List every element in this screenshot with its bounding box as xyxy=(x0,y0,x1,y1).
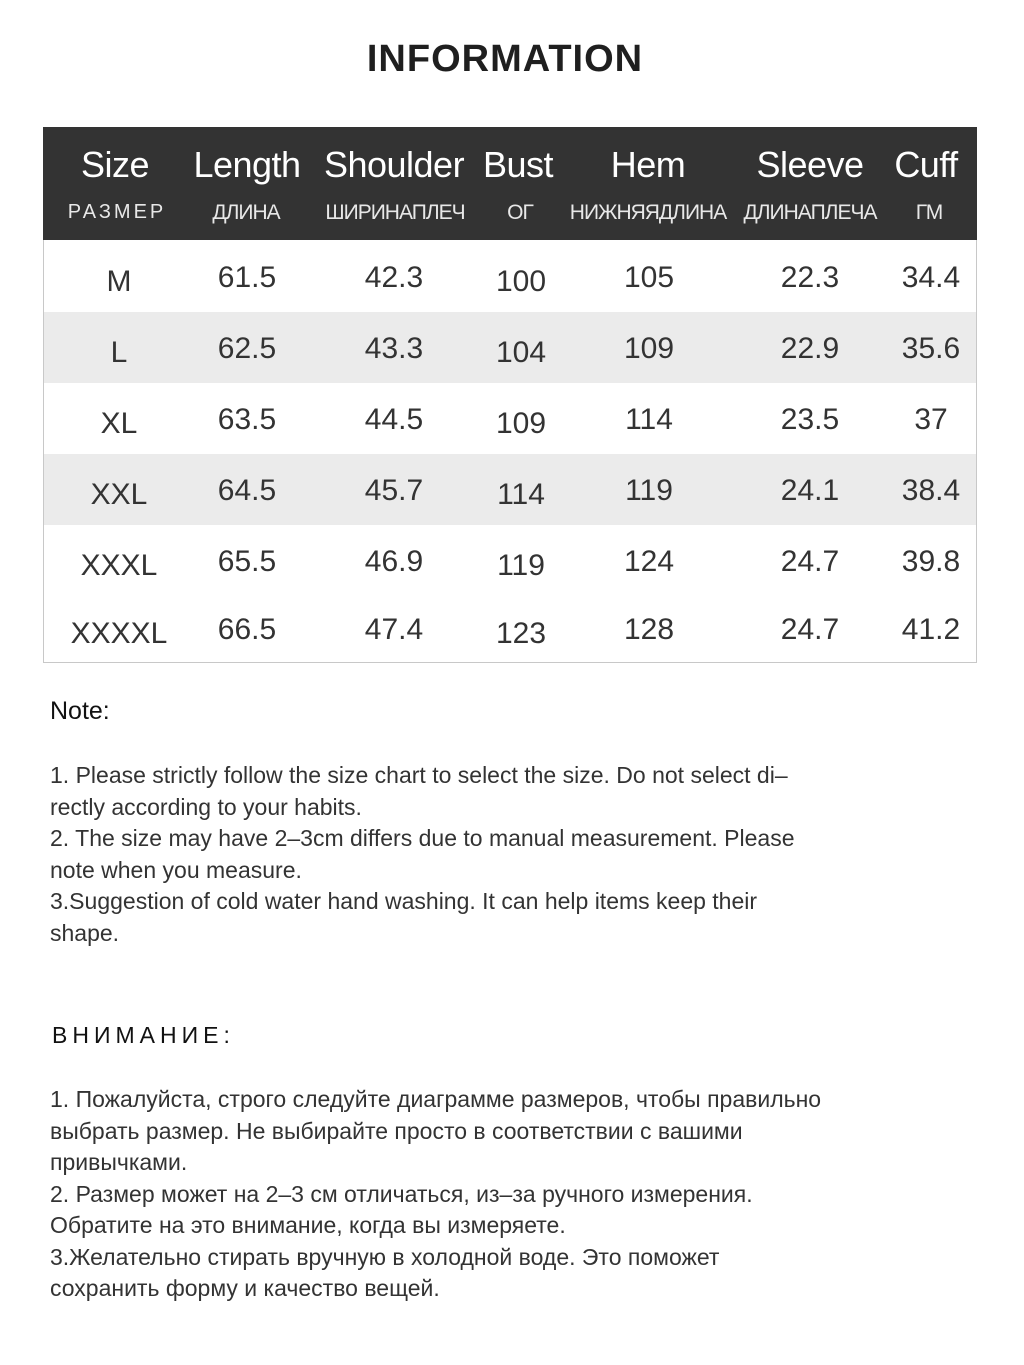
cell-length: 65.5 xyxy=(217,545,277,578)
cell-bust: 109 xyxy=(495,407,547,440)
header-bust-ru: ОГ xyxy=(507,201,533,224)
cell-cuff: 35.6 xyxy=(901,332,961,365)
cell-size: L xyxy=(110,336,128,369)
cell-hem: 128 xyxy=(623,613,675,646)
table-row xyxy=(44,525,976,596)
note-line: shape. xyxy=(50,919,120,946)
ru-note-text xyxy=(50,1084,970,1305)
cell-bust: 104 xyxy=(495,336,547,369)
cell-bust: 119 xyxy=(497,549,545,582)
header-shoulder: Shoulder xyxy=(323,144,465,185)
header-hem: Hem xyxy=(610,144,686,185)
ru-note-line: 1. Пожалуйста, строго следуйте диаграмме размеров, чтобы правильно xyxy=(50,1086,822,1112)
header-length-ru: ДЛИНА xyxy=(212,201,280,224)
note-text xyxy=(50,760,950,949)
table-row xyxy=(44,593,976,664)
cell-cuff: 37 xyxy=(914,403,948,436)
header-sleeve: Sleeve xyxy=(756,144,864,185)
cell-shoulder: 46.9 xyxy=(364,545,424,578)
ru-note-line: сохранить форму и качество вещей. xyxy=(50,1275,440,1301)
header-bust: Bust xyxy=(482,144,554,185)
note-heading: Note: xyxy=(50,697,110,725)
cell-cuff: 39.8 xyxy=(901,545,961,578)
header-sleeve-ru: ДЛИНАПЛЕЧА xyxy=(743,201,877,224)
cell-size: XXXL xyxy=(80,549,158,582)
table-row xyxy=(44,312,976,383)
cell-sleeve: 24.1 xyxy=(780,474,840,507)
ru-note-line: Обратите на это внимание, когда вы измеряете. xyxy=(50,1212,566,1238)
cell-hem: 109 xyxy=(623,332,675,365)
cell-bust: 114 xyxy=(497,478,545,511)
cell-length: 62.5 xyxy=(217,332,277,365)
header-shoulder-ru: ШИРИНАПЛЕЧ xyxy=(325,201,465,224)
cell-shoulder: 44.5 xyxy=(364,403,424,436)
page-title: INFORMATION xyxy=(366,38,644,80)
size-chart-table xyxy=(43,127,977,663)
header-hem-ru: НИЖНЯЯДЛИНА xyxy=(569,201,727,224)
cell-shoulder: 45.7 xyxy=(364,474,424,507)
cell-size: XXXXL xyxy=(70,617,168,650)
note-line: 2. The size may have 2–3cm differs due to manual measurement. Please xyxy=(50,825,795,851)
ru-note-line: 3.Желательно стирать вручную в холодной воде. Это поможет xyxy=(50,1243,720,1270)
table-row xyxy=(44,383,976,454)
cell-shoulder: 43.3 xyxy=(364,332,424,365)
cell-size: XL xyxy=(100,407,138,440)
ru-note-line: привычками. xyxy=(50,1149,188,1175)
cell-sleeve: 24.7 xyxy=(780,545,840,578)
ru-note-heading: ВНИМАНИЕ: xyxy=(52,1022,235,1048)
cell-length: 64.5 xyxy=(217,474,277,507)
cell-cuff: 34.4 xyxy=(901,261,961,294)
cell-sleeve: 24.7 xyxy=(780,613,840,646)
cell-bust: 100 xyxy=(495,265,547,298)
cell-sleeve: 22.9 xyxy=(780,332,840,365)
table-row xyxy=(44,454,976,525)
cell-bust: 123 xyxy=(495,617,547,650)
cell-length: 61.5 xyxy=(217,261,277,294)
table-header xyxy=(43,127,977,240)
cell-size: XXL xyxy=(90,478,148,511)
note-line: 1. Please strictly follow the size chart to select the size. Do not select di– xyxy=(50,762,788,788)
cell-hem: 124 xyxy=(623,545,675,578)
cell-sleeve: 22.3 xyxy=(780,261,840,294)
note-line: rectly according to your habits. xyxy=(50,793,362,820)
cell-cuff: 38.4 xyxy=(901,474,961,507)
cell-size: M xyxy=(106,265,132,298)
note-line: note when you measure. xyxy=(50,856,302,883)
header-cuff: Cuff xyxy=(894,144,958,185)
cell-cuff: 41.2 xyxy=(901,613,961,646)
cell-length: 63.5 xyxy=(217,403,277,436)
ru-note-line: 2. Размер может на 2–3 см отличаться, из–за ручного измерения. xyxy=(50,1180,753,1207)
header-cuff-ru: ГМ xyxy=(915,201,943,224)
table-row xyxy=(44,241,976,312)
cell-length: 66.5 xyxy=(217,613,277,646)
header-length: Length xyxy=(193,144,301,185)
header-size-ru: РАЗМЕР xyxy=(67,201,167,223)
note-line: 3.Suggestion of cold water hand washing. It can help items keep their xyxy=(50,888,758,914)
header-size: Size xyxy=(80,144,150,185)
cell-shoulder: 42.3 xyxy=(364,261,424,294)
cell-sleeve: 23.5 xyxy=(780,403,840,436)
ru-note-line: выбрать размер. Не выбирайте просто в соответствии с вашими xyxy=(50,1117,743,1144)
cell-shoulder: 47.4 xyxy=(364,613,424,646)
cell-hem: 119 xyxy=(625,474,673,507)
cell-hem: 105 xyxy=(623,261,675,294)
cell-hem: 114 xyxy=(625,403,673,436)
